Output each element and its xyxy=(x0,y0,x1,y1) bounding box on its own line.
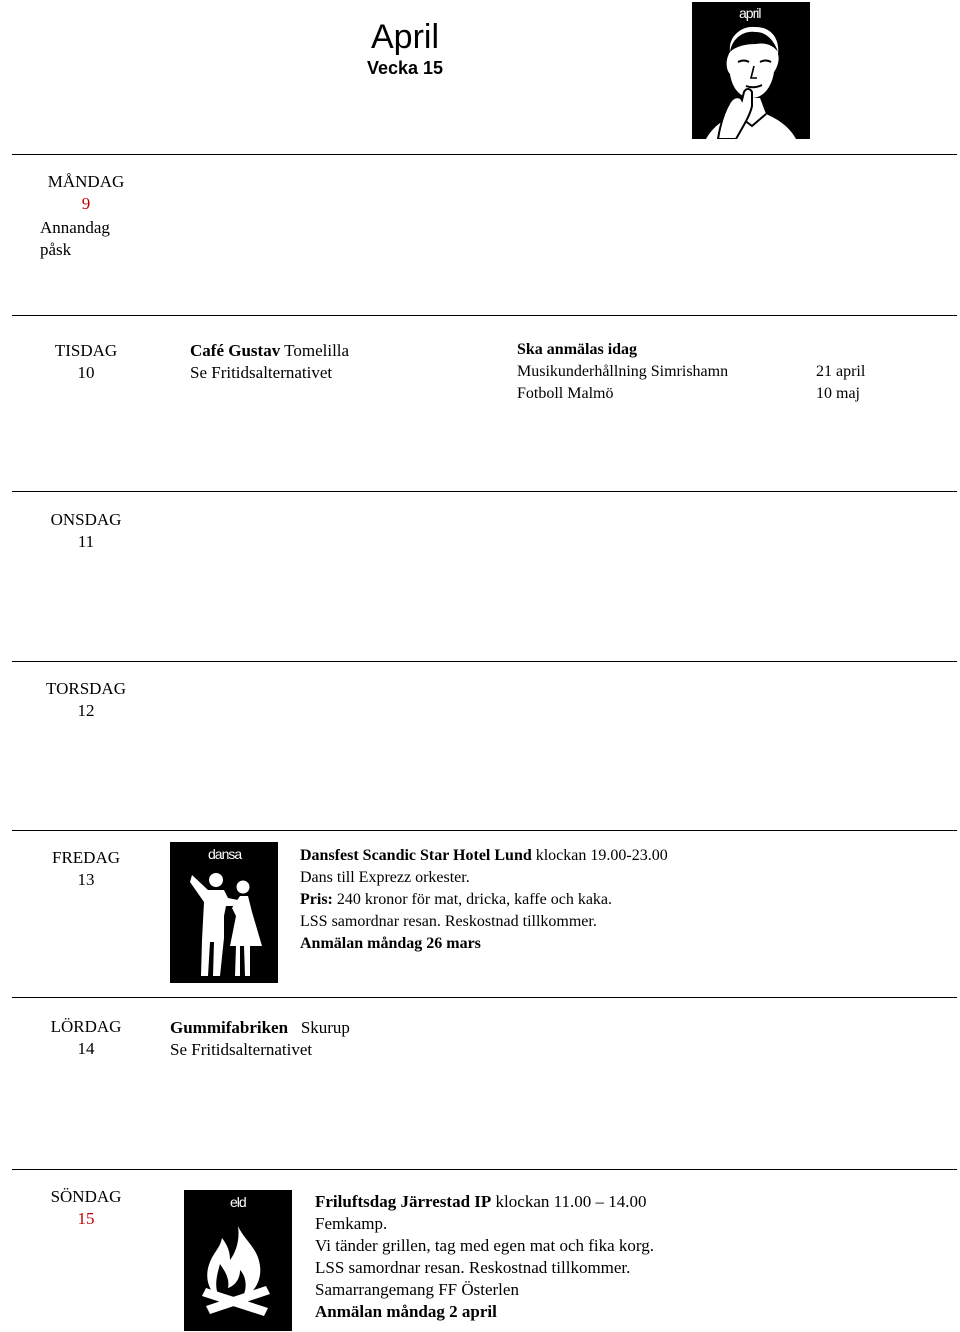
outdoor-day-registration: Anmälan måndag 2 april xyxy=(315,1302,497,1321)
divider xyxy=(12,315,957,316)
day-name: ONSDAG xyxy=(50,510,122,529)
cafe-event xyxy=(190,340,349,384)
registration-item-1: Musikunderhållning Simrishamn xyxy=(517,363,729,380)
outdoor-day-event xyxy=(315,1191,654,1323)
cafe-alt: Se Fritidsalternativet xyxy=(190,363,333,382)
outdoor-day-time: klockan 11.00 – 14.00 xyxy=(495,1192,647,1211)
cafe-place: Tomelilla xyxy=(284,341,350,360)
thinking-man-icon xyxy=(692,2,810,139)
day-name: LÖRDAG xyxy=(50,1017,122,1036)
dance-picture-label: dansa xyxy=(208,846,242,862)
outdoor-day-title: Friluftsdag Järrestad IP xyxy=(315,1192,492,1211)
day-wednesday xyxy=(28,509,144,553)
april-picture-label: april xyxy=(739,5,761,21)
registration-dates xyxy=(816,361,865,405)
day-monday xyxy=(28,171,144,215)
fire-picture-label: eld xyxy=(230,1194,246,1210)
divider xyxy=(12,661,957,662)
outdoor-day-activity: Femkamp. xyxy=(315,1214,388,1233)
dance-event xyxy=(300,845,668,955)
registration-date-1: 21 april xyxy=(816,363,866,380)
fire-picture xyxy=(184,1190,292,1331)
gummifabriken-name: Gummifabriken xyxy=(170,1018,289,1037)
gummifabriken-event xyxy=(170,1017,350,1061)
day-number: 15 xyxy=(77,1209,95,1228)
outdoor-day-organizer: Samarrangemang FF Österlen xyxy=(315,1280,519,1299)
registration-date-2: 10 maj xyxy=(816,385,860,402)
holiday-note-line2: påsk xyxy=(40,240,72,259)
day-number: 10 xyxy=(77,363,95,382)
dance-event-price: 240 kronor för mat, dricka, kaffe och kaka. xyxy=(336,891,613,908)
day-number: 13 xyxy=(77,870,95,889)
divider xyxy=(12,154,957,155)
outdoor-day-grill: Vi tänder grillen, tag med egen mat och fika korg. xyxy=(315,1236,655,1255)
month-title: April xyxy=(370,18,440,56)
outdoor-day-travel: LSS samordnar resan. Reskostnad tillkommer. xyxy=(315,1258,631,1277)
cafe-name: Café Gustav xyxy=(190,341,281,360)
dance-event-price-label: Pris: xyxy=(300,891,333,908)
dance-event-title: Dansfest Scandic Star Hotel Lund xyxy=(300,847,532,864)
divider xyxy=(12,997,957,998)
day-number: 14 xyxy=(77,1039,95,1058)
holiday-note xyxy=(40,217,110,261)
day-saturday xyxy=(28,1016,144,1060)
day-friday xyxy=(28,847,144,891)
gummifabriken-place: Skurup xyxy=(300,1018,350,1037)
day-sunday xyxy=(28,1186,144,1230)
registration-item-2: Fotboll Malmö xyxy=(517,385,614,402)
dance-event-time: klockan 19.00-23.00 xyxy=(535,847,668,864)
gummifabriken-alt: Se Fritidsalternativet xyxy=(170,1040,313,1059)
april-picture xyxy=(692,2,810,139)
day-name: SÖNDAG xyxy=(50,1187,122,1206)
day-name: FREDAG xyxy=(51,848,120,867)
day-number: 11 xyxy=(77,532,95,551)
day-name: TISDAG xyxy=(54,341,118,360)
day-number: 12 xyxy=(77,701,95,720)
registration-heading: Ska anmälas idag xyxy=(517,341,638,358)
day-tuesday xyxy=(28,340,144,384)
day-name: MÅNDAG xyxy=(47,172,125,191)
dance-event-band: Dans till Exprezz orkester. xyxy=(300,869,470,886)
dance-event-travel: LSS samordnar resan. Reskostnad tillkommer. xyxy=(300,913,597,930)
holiday-note-line1: Annandag xyxy=(40,218,110,237)
divider xyxy=(12,1169,957,1170)
day-thursday xyxy=(28,678,144,722)
campfire-icon xyxy=(184,1190,292,1331)
day-name: TORSDAG xyxy=(46,679,126,698)
day-number: 9 xyxy=(81,194,91,213)
registration-list xyxy=(517,339,728,405)
page-title xyxy=(300,18,510,80)
dance-event-registration: Anmälan måndag 26 mars xyxy=(300,935,481,952)
week-label: Vecka 15 xyxy=(366,58,444,78)
divider xyxy=(12,830,957,831)
dancing-couple-icon xyxy=(170,842,278,983)
divider xyxy=(12,491,957,492)
dance-picture xyxy=(170,842,278,983)
